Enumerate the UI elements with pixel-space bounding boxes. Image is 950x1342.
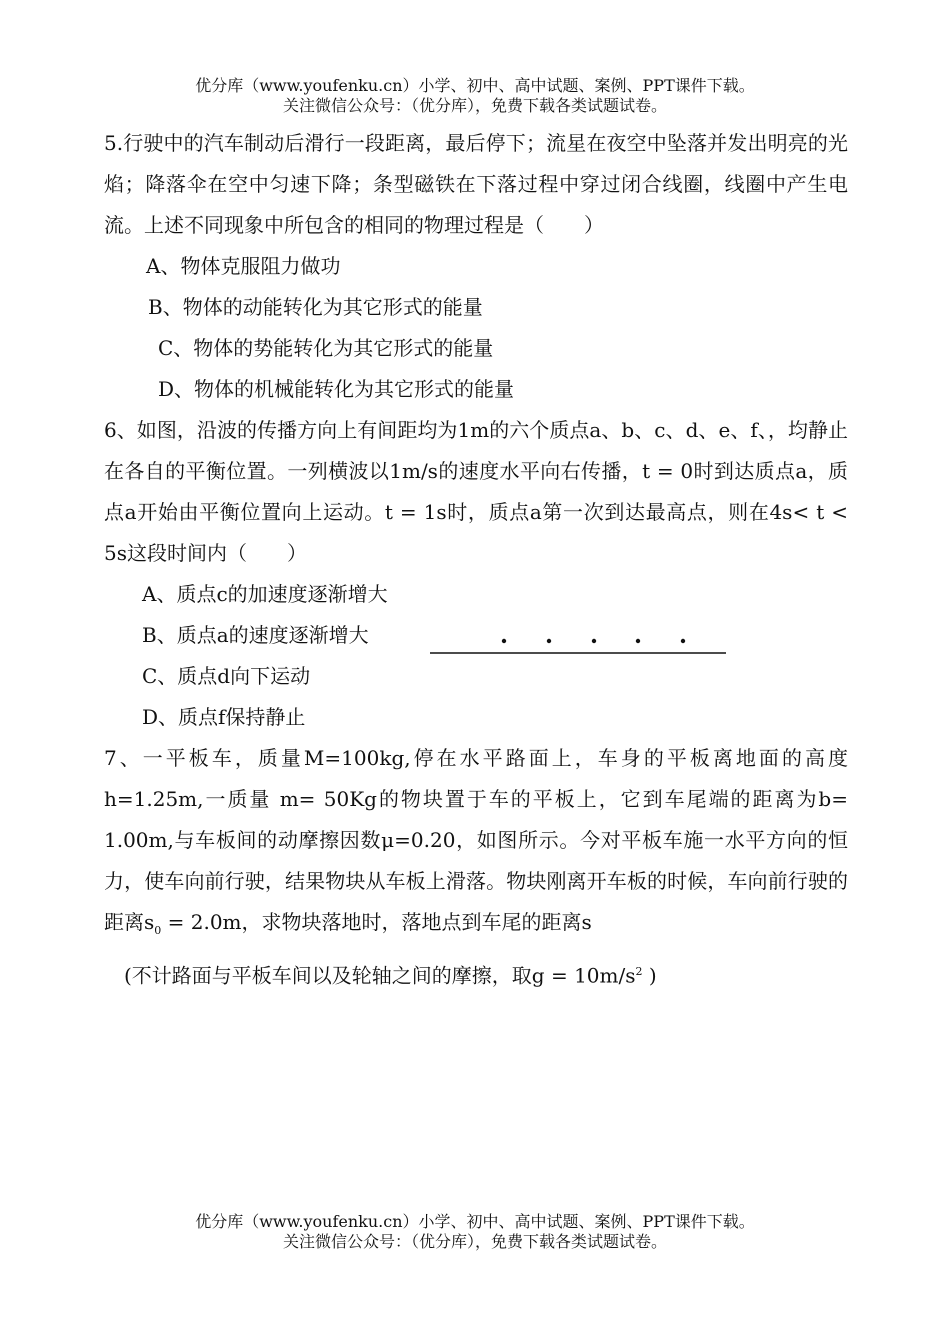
question-6-options bbox=[104, 574, 848, 738]
question-5-stem: 5.行驶中的汽车制动后滑行一段距离，最后停下；流星在夜空中坠落并发出明亮的光焰；降落伞在空中匀速下降；条型磁铁在下落过程中穿过闭合线圈，线圈中产生电流。上述不同现象中所包含的相同的物理过程是（ ） bbox=[104, 131, 848, 237]
particle-dot bbox=[592, 639, 596, 643]
page-footer bbox=[0, 1212, 950, 1252]
particle-dot bbox=[681, 639, 685, 643]
question-7-note-tail: ) bbox=[642, 963, 657, 988]
header-line-2: 关注微信公众号：（优分库），免费下载各类试题试卷。 bbox=[282, 96, 667, 115]
question-6-option-b: B、质点a的速度逐渐增大 bbox=[142, 623, 369, 647]
wave-particles-figure bbox=[430, 636, 726, 658]
page-header bbox=[0, 76, 950, 116]
question-7-stem bbox=[104, 738, 848, 951]
question-5-option-d: D、物体的机械能转化为其它形式的能量 bbox=[158, 377, 515, 401]
question-5 bbox=[104, 123, 848, 410]
question-6-option-d: D、质点f保持静止 bbox=[142, 705, 306, 729]
question-7-stem-main: 7、一平板车，质量M=100kg,停在水平路面上，车身的平板离地面的高度h=1.25m,一质量 m= 50Kg的物块置于车的平板上，它到车尾端的距离为b= 1.00m,与车板间的动摩擦因数μ=0.20，如图所示。今对平板车施一水平方向的恒力，使车向前行驶，结果物块从车板上滑落。物块刚离开车板的时候，车向前行驶的距离s bbox=[104, 746, 848, 934]
question-5-option-b: B、物体的动能转化为其它形式的能量 bbox=[148, 295, 483, 319]
header-line-1: 优分库（www.youfenku.cn）小学、初中、高中试题、案例、PPT课件下载。 bbox=[195, 76, 755, 95]
exam-content bbox=[104, 123, 848, 997]
question-7 bbox=[104, 738, 848, 997]
question-6-option-a: A、质点c的加速度逐渐增大 bbox=[142, 582, 388, 606]
question-5-option-c: C、物体的势能转化为其它形式的能量 bbox=[158, 336, 494, 360]
particle-dot bbox=[547, 639, 551, 643]
question-7-note-main: (不计路面与平板车间以及轮轴之间的摩擦，取g = 10m/s bbox=[124, 963, 636, 988]
question-7-stem-tail: = 2.0m，求物块落地时，落地点到车尾的距离s bbox=[161, 910, 592, 934]
particle-dot bbox=[502, 639, 506, 643]
question-6 bbox=[104, 410, 848, 738]
footer-line-1: 优分库（www.youfenku.cn）小学、初中、高中试题、案例、PPT课件下载。 bbox=[195, 1212, 755, 1231]
particle-dot bbox=[636, 639, 640, 643]
question-6-option-c: C、质点d向下运动 bbox=[142, 664, 311, 688]
subscript-zero: 0 bbox=[154, 924, 162, 937]
superscript-two: 2 bbox=[635, 965, 643, 978]
question-5-option-a: A、物体克服阻力做功 bbox=[146, 254, 341, 278]
question-6-stem: 6、如图，沿波的传播方向上有间距均为1m的六个质点a、b、c、d、e、f、，均静止在各自的平衡位置。一列横波以1m/s的速度水平向右传播，t = 0时到达质点a，质点a开始由平衡位置向上运动。t = 1s时，质点a第一次到达最高点，则在4s< t < 5s这段时间内（ ） bbox=[104, 418, 848, 565]
question-7-note bbox=[104, 951, 848, 997]
footer-line-2: 关注微信公众号：（优分库），免费下载各类试题试卷。 bbox=[282, 1232, 667, 1251]
